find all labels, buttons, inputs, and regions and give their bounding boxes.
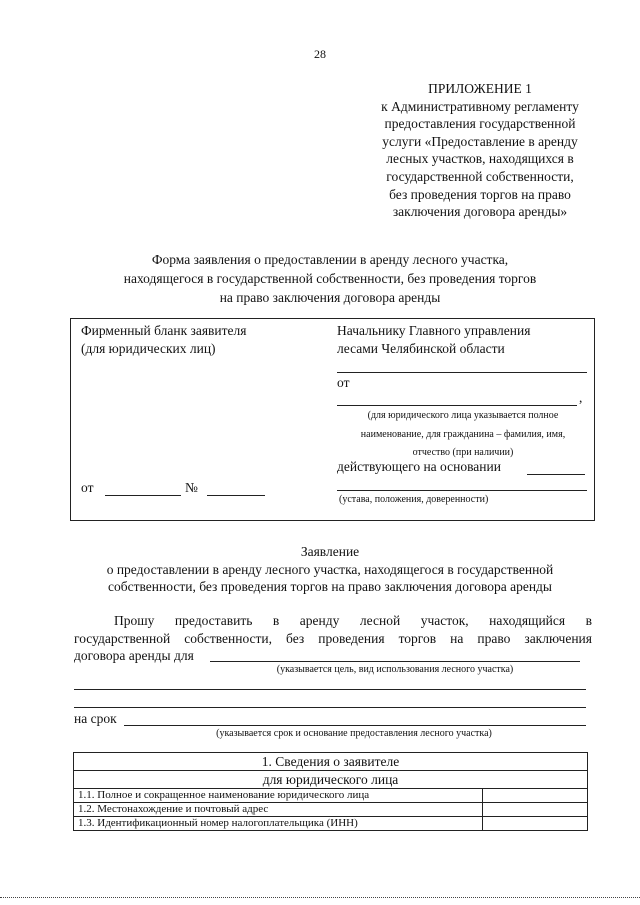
appendix-line: предоставления государственной (384, 116, 576, 132)
date-label: от (81, 480, 94, 495)
date-field[interactable] (105, 495, 181, 496)
number-field[interactable] (207, 495, 265, 496)
appendix-line: государственной собственности, (386, 168, 574, 184)
page-bottom-divider (0, 897, 640, 898)
row-label: 1.3. Идентификационный номер налогоплательщика (ИНН) (74, 817, 483, 831)
appendix-line: без проведения торгов на право (389, 186, 571, 202)
purpose-note: (указывается цель, вид использования лесного участка) (276, 664, 514, 675)
appendix-line: заключения договора аренды» (392, 204, 568, 220)
appendix-line: к Административному регламенту (381, 98, 579, 114)
form-title-line: на право заключения договора аренды (219, 290, 441, 305)
basis-label: действующего на основании (337, 459, 501, 474)
letterhead-label: Фирменный бланк заявителя (81, 323, 247, 338)
term-field[interactable] (124, 725, 586, 726)
form-title-line: находящегося в государственной собственности, без проведения торгов (123, 271, 537, 286)
table-row (74, 753, 588, 771)
statement-subtitle: о предоставлении в аренду лесного участка, находящегося в государственной (106, 561, 554, 577)
number-label: № (185, 480, 198, 495)
applicant-note: отчество (при наличии) (412, 447, 514, 458)
row-label: 1.1. Полное и сокращенное наименование юридического лица (74, 789, 483, 803)
row-value-cell[interactable] (483, 803, 588, 817)
appendix-line: услуги «Предоставление в аренду (382, 133, 578, 149)
term-label: на срок (74, 711, 117, 726)
page-number: 28 (314, 47, 326, 61)
purpose-field-line[interactable] (74, 689, 586, 690)
row-value-cell[interactable] (483, 817, 588, 831)
header-box (70, 318, 595, 521)
statement-title: Заявление (300, 544, 360, 559)
section-title: 1. Сведения о заявителе (74, 753, 588, 771)
applicant-note: наименование, для гражданина – фамилия, имя, (360, 429, 566, 440)
applicant-note: (для юридического лица указывается полное (367, 410, 559, 421)
appendix-line: лесных участков, находящихся в (386, 151, 574, 167)
from-label: от (337, 375, 350, 390)
table-row (74, 817, 588, 831)
applicant-name-field[interactable] (337, 405, 577, 406)
statement-para-line: Прошу предоставить в аренду лесной участок, находящийся в (114, 613, 592, 628)
purpose-field-line[interactable] (74, 707, 586, 708)
form-title (40, 250, 620, 307)
basis-field-line[interactable] (337, 490, 587, 491)
statement-para-line: государственной собственности, без проведения торгов на право заключения (74, 631, 592, 646)
statement-para-line: договора аренды для (74, 648, 194, 663)
addressee-line: Начальнику Главного управления (337, 323, 531, 338)
appendix-block (358, 80, 602, 221)
comma: , (579, 390, 583, 405)
subsection-title: для юридического лица (74, 771, 588, 789)
term-note: (указывается срок и основание предоставления лесного участка) (216, 728, 492, 739)
table-row (74, 789, 588, 803)
form-title-line: Форма заявления о предоставлении в аренду лесного участка, (151, 252, 509, 267)
addressee-underline[interactable] (337, 372, 587, 373)
basis-field[interactable] (527, 474, 585, 475)
purpose-field[interactable] (210, 661, 580, 662)
appendix-title: ПРИЛОЖЕНИЕ 1 (428, 81, 532, 96)
row-label: 1.2. Местонахождение и почтовый адрес (74, 803, 483, 817)
statement-header (40, 543, 620, 596)
letterhead-sublabel: (для юридических лиц) (81, 341, 216, 356)
addressee-line: лесами Челябинской области (337, 341, 505, 356)
basis-note: (устава, положения, доверенности) (339, 494, 489, 505)
table-row (74, 803, 588, 817)
table-row (74, 771, 588, 789)
row-value-cell[interactable] (483, 789, 588, 803)
statement-subtitle: собственности, без проведения торгов на право заключения договора аренды (108, 579, 552, 595)
applicant-info-table (73, 752, 588, 831)
